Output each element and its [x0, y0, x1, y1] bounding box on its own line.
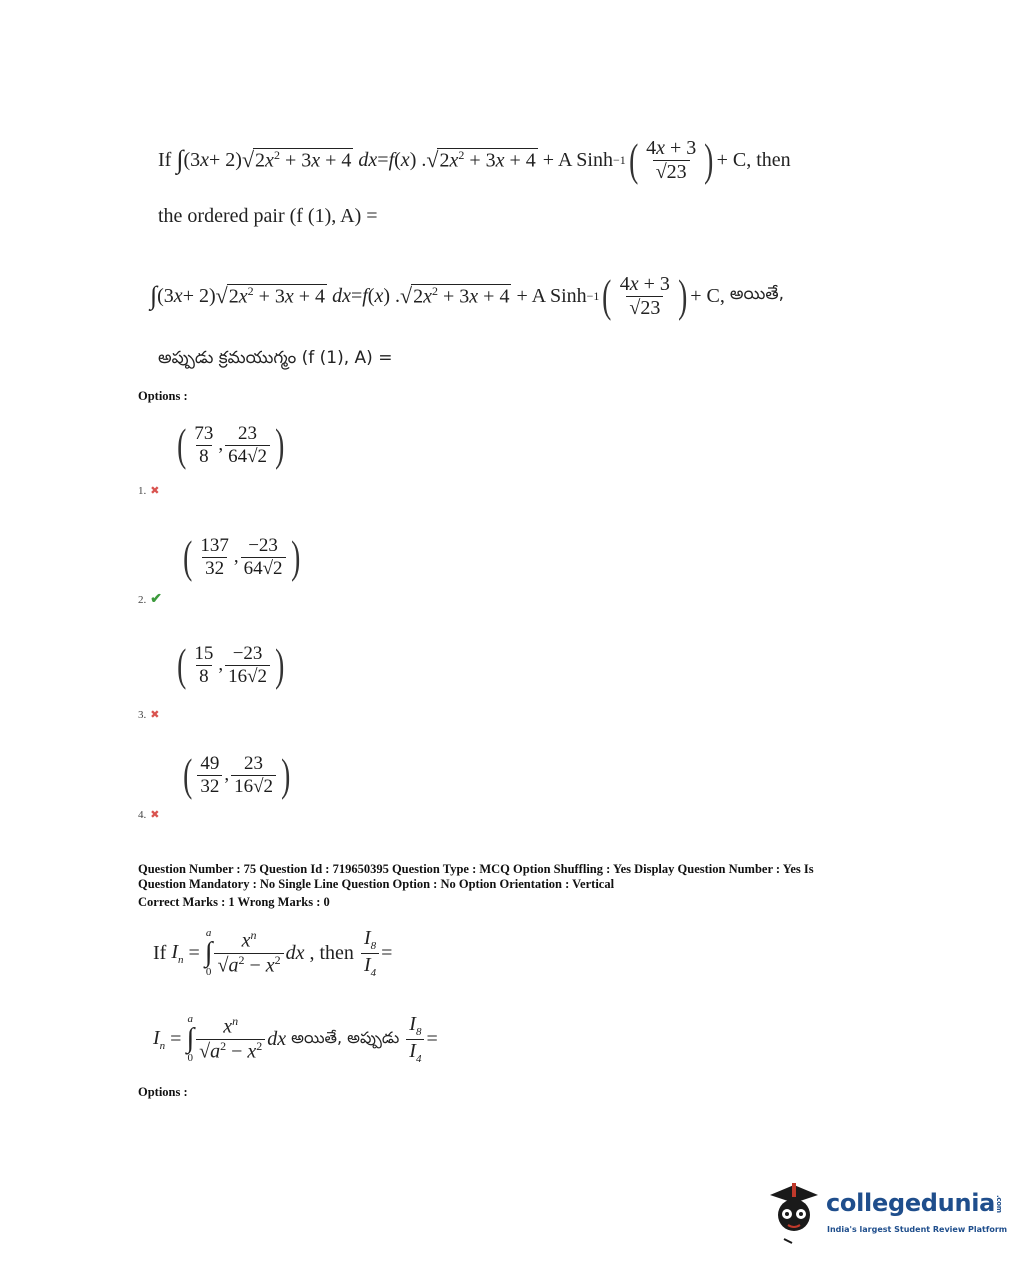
sinh-argument-fraction: $\frac{4x + 3}{√23}$	[646, 136, 697, 183]
q74-option-3-marker: 3. ✖	[138, 709, 160, 721]
q74-option-2-value: ( $\frac{137}{32}$ , $\frac{-23}{64√2}$ )	[183, 531, 300, 582]
q74-then-text: then	[756, 148, 791, 171]
q74-options-label: Options :	[138, 389, 188, 403]
collegedunia-tagline: India's largest Student Review Platform	[827, 1225, 1008, 1234]
q74-if-text: If	[158, 148, 172, 171]
wrong-cross-icon: ✖	[150, 809, 160, 821]
sinh-argument-fraction: $\frac{4x + 3}{√23}$	[619, 272, 670, 319]
mascot-icon	[764, 1177, 824, 1247]
integral-sign: ∫	[150, 281, 158, 310]
q75-english-line: If $I_n$ = a ∫ 0 $\frac{x^n}{√a^2 - x^2}$ dx , then $\frac{I_8}{I_4}$ =	[153, 926, 393, 979]
q75-options-label: Options :	[138, 1085, 188, 1099]
q74-option-2-marker: 2. ✔	[138, 592, 162, 607]
q74-english-line1: If ∫ (3 x + 2) √ $2x^2 + 3x + 4$ dx = f ( x ) . √ $2x^2 + 3x + 4$ + A Sinh −1 ( $\frac{4x + 3}{√23}$ ) + C, then	[158, 134, 791, 185]
q75-telugu-line: $I_n$ = a ∫ 0 $\frac{x^n}{√a^2 - x^2}$ dx అయితే, అప్పుడు $\frac{I_8}{I_4}$ =	[153, 1012, 438, 1065]
q75-telugu-text: అయితే, అప్పుడు	[291, 1027, 400, 1047]
q75-meta-line2: Question Mandatory : No Single Line Question Option : No Option Orientation : Vertical	[138, 877, 615, 891]
q74-option-1-marker: 1. ✖	[138, 485, 160, 497]
q75-meta-line3: Correct Marks : 1 Wrong Marks : 0	[138, 895, 330, 909]
q74-telugu-ayithe: అయితే,	[729, 284, 784, 304]
q74-option-1-value: ( $\frac{73}{8}$ , $\frac{23}{64√2}$ )	[177, 419, 285, 470]
q75-meta-line1: Question Number : 75 Question Id : 719650395 Question Type : MCQ Option Shuffling : Yes Display Question Number : Yes Is	[138, 862, 814, 876]
q74-option-4-value: ( $\frac{49}{32}$ , $\frac{23}{16√2}$ )	[183, 749, 291, 800]
q74-telugu-line1: ∫ (3 x + 2) √ $2x^2 + 3x + 4$ dx = f ( x ) . √ $2x^2 + 3x + 4$ + A Sinh −1 ( $\frac{4x + 3}{√23}$ ) + C, అయితే,	[150, 270, 784, 321]
q75-then-text: then	[319, 941, 354, 964]
wrong-cross-icon: ✖	[150, 709, 160, 721]
correct-check-icon: ✔	[150, 592, 162, 607]
q74-option-3-value: ( $\frac{15}{8}$ , $\frac{-23}{16√2}$ )	[177, 639, 285, 690]
q74-option-4-marker: 4. ✖	[138, 809, 160, 821]
wrong-cross-icon: ✖	[150, 485, 160, 497]
collegedunia-logo[interactable]	[764, 1177, 1008, 1247]
collegedunia-wordmark: collegedunia.com	[826, 1189, 1004, 1217]
q75-if-text: If	[153, 941, 167, 964]
integral-sign: ∫	[176, 145, 184, 174]
q74-english-line2: the ordered pair (f (1), A) =	[158, 205, 378, 227]
q74-telugu-line2: అప్పుడు క్రమయుగ్మం (f (1), A) =	[158, 348, 393, 368]
